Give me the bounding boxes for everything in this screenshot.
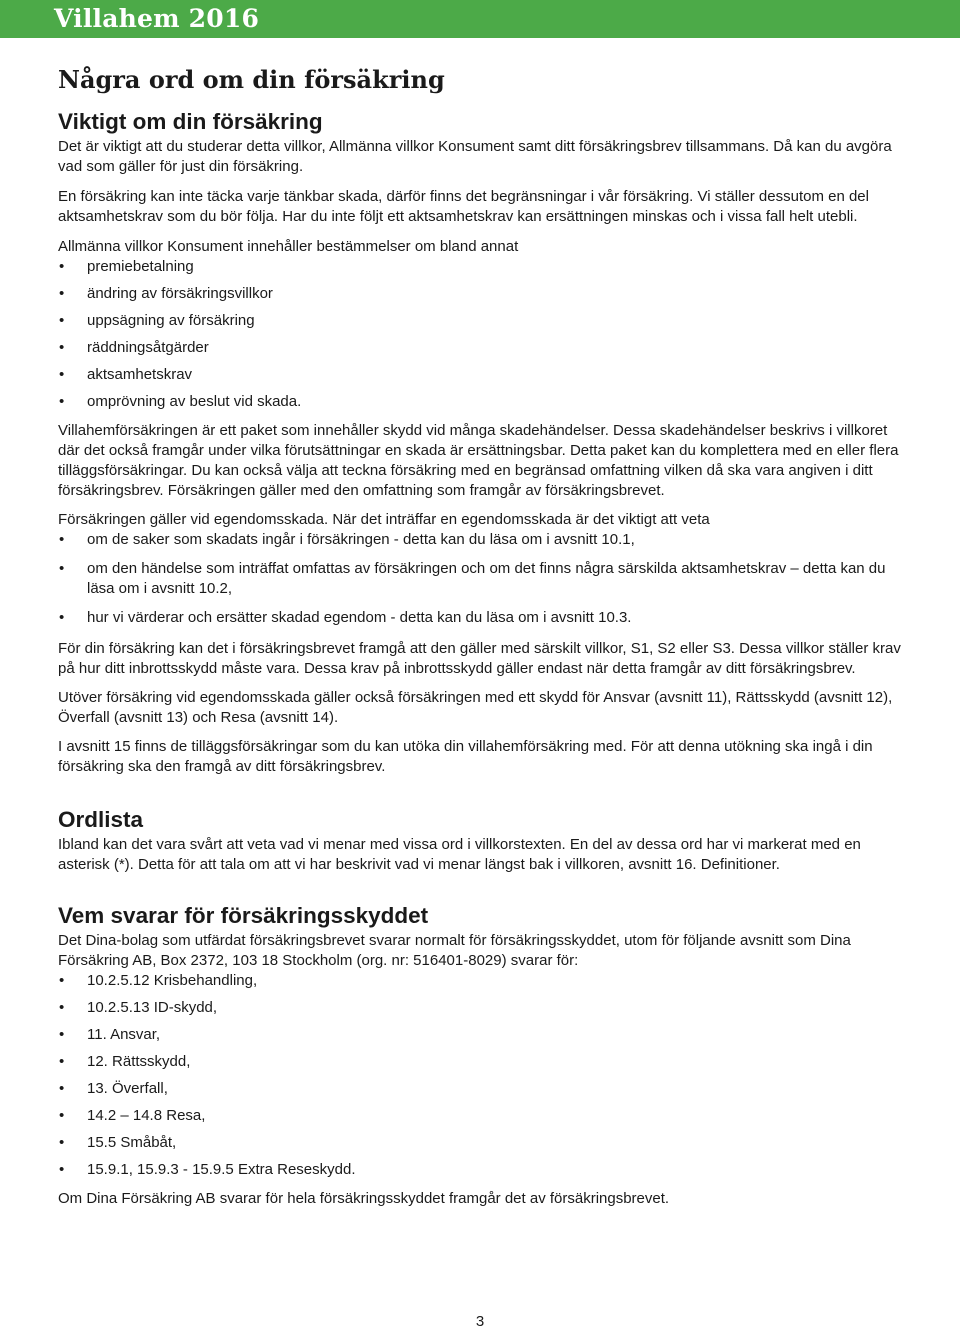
- list-item: • om de saker som skadats ingår i försäkringen - detta kan du läsa om i avsnitt 10.1,: [58, 530, 908, 550]
- list-item: • 15.5 Småbåt,: [58, 1133, 908, 1153]
- paragraph: För din försäkring kan det i försäkringsbrevet framgå att den gäller med särskilt villkor, S1, S2 eller S3. Dessa villkor ställer krav på hur ditt inbrottsskydd måste vara. Dessa krav på inbrottsskydd gäller endast när detta framgår av ditt försäkringsbrev.: [58, 640, 901, 677]
- list-item: • omprövning av beslut vid skada.: [58, 392, 908, 412]
- document-title: Villahem 2016: [54, 4, 260, 33]
- list-item: • 14.2 – 14.8 Resa,: [58, 1106, 908, 1126]
- paragraph: I avsnitt 15 finns de tilläggsförsäkringar som du kan utöka din villahemförsäkring med. För att denna utökning ska ingå i din försäkring ska den framgå av ditt försäkringsbrev.: [58, 738, 873, 775]
- page-number: 3: [475, 1313, 485, 1330]
- list-item: • aktsamhetskrav: [58, 365, 908, 385]
- list-item: • 15.9.1, 15.9.3 - 15.9.5 Extra Reseskydd.: [58, 1160, 908, 1180]
- list-item: • 11. Ansvar,: [58, 1025, 908, 1045]
- paragraph: Allmänna villkor Konsument innehåller bestämmelser om bland annat: [58, 238, 519, 255]
- list-item: • uppsägning av försäkring: [58, 311, 908, 331]
- paragraph: Ibland kan det vara svårt att veta vad vi menar med vissa ord i villkorstexten. En del av dessa ord har vi markerat med en asterisk (*). Detta för att tala om att vi har beskrivit vad vi menar längst bak i villkoren, avsnitt 16. Definitioner.: [58, 836, 861, 873]
- paragraph: Det Dina-bolag som utfärdat försäkringsbrevet svarar normalt för försäkringsskyddet, utom för följande avsnitt som Dina Försäkring AB, Box 2372, 103 18 Stockholm (org. nr: 516401-8029) svarar för:: [58, 932, 851, 969]
- list-item: • räddningsåtgärder: [58, 338, 908, 358]
- paragraph: Villahemförsäkringen är ett paket som innehåller skydd vid många skadehändelser. Dessa skadehändelser beskrivs i villkoret där det också framgår under vilka förutsättningar en skada är ersättningsbar. Detta paket kan du komplettera med en eller flera tilläggsförsäkringar. Du kan också välja att teckna försäkring med en begränsad omfattning vilken då ska vara angiven i ditt försäkringsbrev. Försäkringen gäller med den omfattning som framgår av försäkringsbrevet.: [58, 422, 899, 499]
- list-item: • ändring av försäkringsvillkor: [58, 284, 908, 304]
- bullet-list-bestammelser: [58, 257, 908, 412]
- header-banner: [0, 0, 960, 38]
- main-title: Några ord om din försäkring: [58, 65, 445, 94]
- bullet-list-avsnitt: [58, 971, 908, 1180]
- page-content: [58, 55, 908, 1209]
- paragraph: Försäkringen gäller vid egendomsskada. När det inträffar en egendomsskada är det viktigt att veta: [58, 511, 710, 528]
- section-heading-vem-svarar: Vem svarar för försäkringsskyddet: [58, 903, 429, 928]
- paragraph: En försäkring kan inte täcka varje tänkbar skada, därför finns det begränsningar i vår försäkring. Vi ställer dessutom en del aktsamhetskrav som du bör följa. Har du inte följt ett aktsamhetskrav kan ersättningen minskas och i vissa fall helt utebli.: [58, 188, 869, 225]
- list-item: • 13. Överfall,: [58, 1079, 908, 1099]
- bullet-list-egendomsskada: [58, 530, 908, 628]
- list-item: • hur vi värderar och ersätter skadad egendom - detta kan du läsa om i avsnitt 10.3.: [58, 608, 908, 628]
- list-item: • 10.2.5.13 ID-skydd,: [58, 998, 908, 1018]
- section-heading-ordlista: Ordlista: [58, 807, 144, 832]
- list-item: • premiebetalning: [58, 257, 908, 277]
- section-heading-viktigt: Viktigt om din försäkring: [58, 109, 323, 134]
- paragraph: Det är viktigt att du studerar detta villkor, Allmänna villkor Konsument samt ditt försäkringsbrev tillsammans. Då kan du avgöra vad som gäller för just din försäkring.: [58, 138, 892, 175]
- paragraph: Utöver försäkring vid egendomsskada gäller också försäkringen med ett skydd för Ansvar (avsnitt 11), Rättsskydd (avsnitt 12), Överfall (avsnitt 13) och Resa (avsnitt 14).: [58, 689, 893, 726]
- paragraph: Om Dina Försäkring AB svarar för hela försäkringsskyddet framgår det av försäkringsbrevet.: [58, 1190, 670, 1207]
- list-item: • 10.2.5.12 Krisbehandling,: [58, 971, 908, 991]
- list-item: • om den händelse som inträffat omfattas av försäkringen och om det finns några särskilda aktsamhetskrav – detta kan du läsa om i avsnitt 10.2,: [58, 559, 908, 599]
- list-item: • 12. Rättsskydd,: [58, 1052, 908, 1072]
